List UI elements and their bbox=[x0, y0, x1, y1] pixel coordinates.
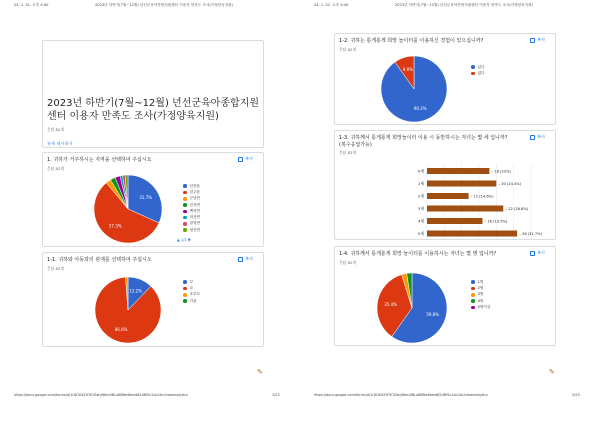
legend-swatch bbox=[471, 299, 475, 303]
print-doc-title: 2023년 하반기(7월~12월) 년선군육아종합지원센터 이용자 만족도 조사(가정양육지원) bbox=[95, 3, 233, 7]
slice-label: 86.6% bbox=[114, 326, 128, 332]
chevron-up-icon[interactable]: ▲ bbox=[177, 238, 180, 242]
legend-swatch bbox=[183, 299, 187, 303]
legend-label: 군남면 bbox=[189, 196, 201, 201]
legend-swatch bbox=[183, 216, 187, 220]
question-title: 1-4. 귀하께서 롱게롱게 희망 놀이터를 이용하시는 자녀는 몇 명 입니까? bbox=[339, 251, 497, 257]
slice-label: 35.4% bbox=[384, 302, 397, 308]
question-card-q1-3 bbox=[334, 130, 556, 240]
copy-icon bbox=[530, 135, 535, 140]
question-card-q1-1 bbox=[42, 252, 264, 347]
bar-value-label: – 22 (26.8%) bbox=[505, 206, 529, 211]
legend-swatch bbox=[183, 191, 187, 195]
bar-4세 bbox=[427, 218, 482, 224]
legend-swatch bbox=[183, 222, 187, 226]
pie-chart-q1-2 bbox=[359, 54, 469, 124]
legend-swatch bbox=[183, 287, 187, 291]
legend-item bbox=[183, 298, 200, 304]
response-count: 응답 82개 bbox=[339, 47, 357, 52]
slice-label: 12.2% bbox=[129, 288, 143, 294]
legend-label: 조부모 bbox=[189, 292, 201, 297]
question-title: 1-3. 귀하께서 롱게롱게 희망놀이터 이용 시 동반하시는 자녀는 몇 세 입니까? bbox=[339, 135, 508, 141]
category-label: 3세 bbox=[417, 205, 424, 211]
legend-label: 3명 bbox=[477, 292, 484, 297]
legend-q1-4 bbox=[471, 279, 490, 310]
legend-item bbox=[471, 70, 485, 76]
copy-button[interactable]: 복사 bbox=[238, 256, 253, 262]
print-date: 24. 1. 31. 오후 4:40 bbox=[314, 3, 349, 7]
pencil-icon[interactable]: ✎ bbox=[257, 368, 263, 376]
chevron-down-icon[interactable]: ▼ bbox=[187, 238, 191, 242]
copy-icon bbox=[530, 251, 535, 256]
legend-label: 청산면 bbox=[189, 227, 201, 232]
survey-response-count: 응답 82개 bbox=[47, 127, 65, 132]
legend-q1-2 bbox=[471, 64, 485, 77]
legend-q1-1 bbox=[183, 279, 200, 304]
category-label: 4세 bbox=[417, 218, 424, 224]
category-label: 5세 bbox=[417, 230, 424, 236]
page-2 bbox=[300, 0, 600, 424]
question-title: 1-2. 귀하는 롱게롱게 희망 놀이터를 이용하신 경험이 있으십니까? bbox=[339, 38, 484, 44]
legend-label: 미산면 bbox=[189, 215, 201, 220]
slice-label: 57.3% bbox=[108, 223, 122, 229]
legend-label: 기관 bbox=[189, 298, 197, 303]
bar-value-label: – 16 (19.5%) bbox=[484, 219, 508, 224]
footer-url: https://docs.google.com/forms/d/1rDOXXZrF9OZahJNtdnVBLaBBNe6bmd82dRf5c2oL0Ac/viewanalytics bbox=[14, 393, 188, 397]
slice-label: 9.8% bbox=[402, 67, 413, 73]
legend-label: 신서면 bbox=[189, 202, 201, 207]
question-title: 1-1. 귀하와 아동과의 관계를 선택하여 주십시오 bbox=[47, 257, 152, 263]
response-count: 응답 82개 bbox=[47, 266, 65, 271]
legend-swatch bbox=[183, 228, 187, 232]
print-doc-title: 2023년 하반기(7월~12월) 년선군육아종합지원센터 이용자 만족도 조사(가정양육지원) bbox=[395, 3, 533, 7]
legend-label: 년천읍 bbox=[189, 183, 201, 188]
legend-label: 4명 bbox=[477, 298, 484, 303]
copy-button[interactable]: 복사 bbox=[238, 156, 253, 162]
question-subtitle: (복수응답가능) bbox=[339, 142, 372, 148]
summary-link[interactable]: 통계 게시하기 bbox=[47, 141, 73, 146]
legend-swatch bbox=[183, 184, 187, 188]
legend-swatch bbox=[471, 280, 475, 284]
legend-item bbox=[471, 304, 490, 310]
copy-icon bbox=[238, 257, 243, 262]
slice-label: 31.7% bbox=[139, 195, 153, 201]
bar-1세 bbox=[427, 181, 496, 187]
category-label: 0세 bbox=[417, 168, 424, 174]
legend-swatch bbox=[183, 210, 187, 214]
legend-swatch bbox=[183, 203, 187, 207]
response-count: 응답 82개 bbox=[47, 166, 65, 171]
category-label: 1세 bbox=[417, 180, 424, 186]
response-count: 응답 82개 bbox=[339, 150, 357, 155]
legend-label: 5명이상 bbox=[477, 304, 491, 309]
legend-label: 부 bbox=[189, 279, 194, 284]
legend-q1 bbox=[183, 183, 200, 233]
category-label: 2세 bbox=[417, 193, 424, 199]
legend-label: 모 bbox=[189, 285, 194, 290]
slice-label: 90.2% bbox=[413, 105, 427, 111]
pie-chart-q1-4 bbox=[357, 271, 467, 345]
response-count: 응답 82개 bbox=[339, 260, 357, 265]
legend-label: 백학면 bbox=[189, 208, 201, 213]
legend-swatch bbox=[183, 293, 187, 297]
legend-swatch bbox=[471, 293, 475, 297]
bar-value-label: – 12 (14.6%) bbox=[470, 194, 494, 199]
legend-swatch bbox=[471, 72, 475, 76]
legend-item bbox=[183, 227, 200, 233]
copy-button[interactable]: 복사 bbox=[530, 250, 545, 256]
legend-label: 왕징면 bbox=[189, 221, 201, 226]
pencil-icon[interactable]: ✎ bbox=[549, 368, 555, 376]
bar-3세 bbox=[427, 206, 503, 212]
bar-value-label: – 20 (24.4%) bbox=[498, 181, 522, 186]
pie-chart-q1 bbox=[73, 173, 183, 245]
legend-label: 2명 bbox=[477, 285, 484, 290]
question-card-q1-2 bbox=[334, 33, 556, 125]
copy-button[interactable]: 복사 bbox=[530, 134, 545, 140]
page-number: 1/23 bbox=[272, 393, 280, 397]
legend-swatch bbox=[471, 65, 475, 69]
slice-label: 59.8% bbox=[426, 312, 440, 318]
footer-url: https://docs.google.com/forms/d/1rDOXXZrF9OZahJNtdnVBLaBBNe6bmd82dRf5c2oL0Ac/viewanalytics bbox=[314, 393, 488, 397]
legend-label: 없다 bbox=[477, 70, 485, 75]
legend-label: 있다 bbox=[477, 64, 485, 69]
question-title: 1. 귀하가 거주하시는 지역을 선택하여 주십시오 bbox=[47, 157, 152, 163]
print-date: 24. 1. 31. 오후 4:40 bbox=[14, 3, 49, 7]
copy-button[interactable]: 복사 bbox=[530, 37, 545, 43]
legend-swatch bbox=[183, 197, 187, 201]
page-number: 2/23 bbox=[572, 393, 580, 397]
bar-5세 bbox=[427, 231, 517, 237]
bar-value-label: – 18 (22%) bbox=[491, 169, 511, 174]
copy-icon bbox=[530, 38, 535, 43]
question-card-q1-4 bbox=[334, 246, 556, 346]
survey-title: 2023년 하반기(7월~12월) 년선군육아종합지원센터 이용자 만족도 조사(가정양육지원) bbox=[47, 98, 259, 122]
question-card-q1 bbox=[42, 152, 264, 247]
legend-label: 1명 bbox=[477, 279, 484, 284]
pie-chart-q1-1 bbox=[73, 275, 183, 345]
bar-value-label: – 26 (31.7%) bbox=[519, 231, 543, 236]
legend-label: 년주읍 bbox=[189, 189, 201, 194]
legend-swatch bbox=[471, 306, 475, 310]
bar-0세 bbox=[427, 168, 489, 174]
legend-swatch bbox=[183, 280, 187, 284]
survey-title-card bbox=[42, 40, 264, 148]
legend-swatch bbox=[471, 287, 475, 291]
copy-icon bbox=[238, 157, 243, 162]
bar-chart-q1-3 bbox=[335, 161, 555, 239]
legend-pager[interactable]: ▲ 1/2 ▼ bbox=[177, 238, 191, 242]
bar-2세 bbox=[427, 193, 469, 199]
